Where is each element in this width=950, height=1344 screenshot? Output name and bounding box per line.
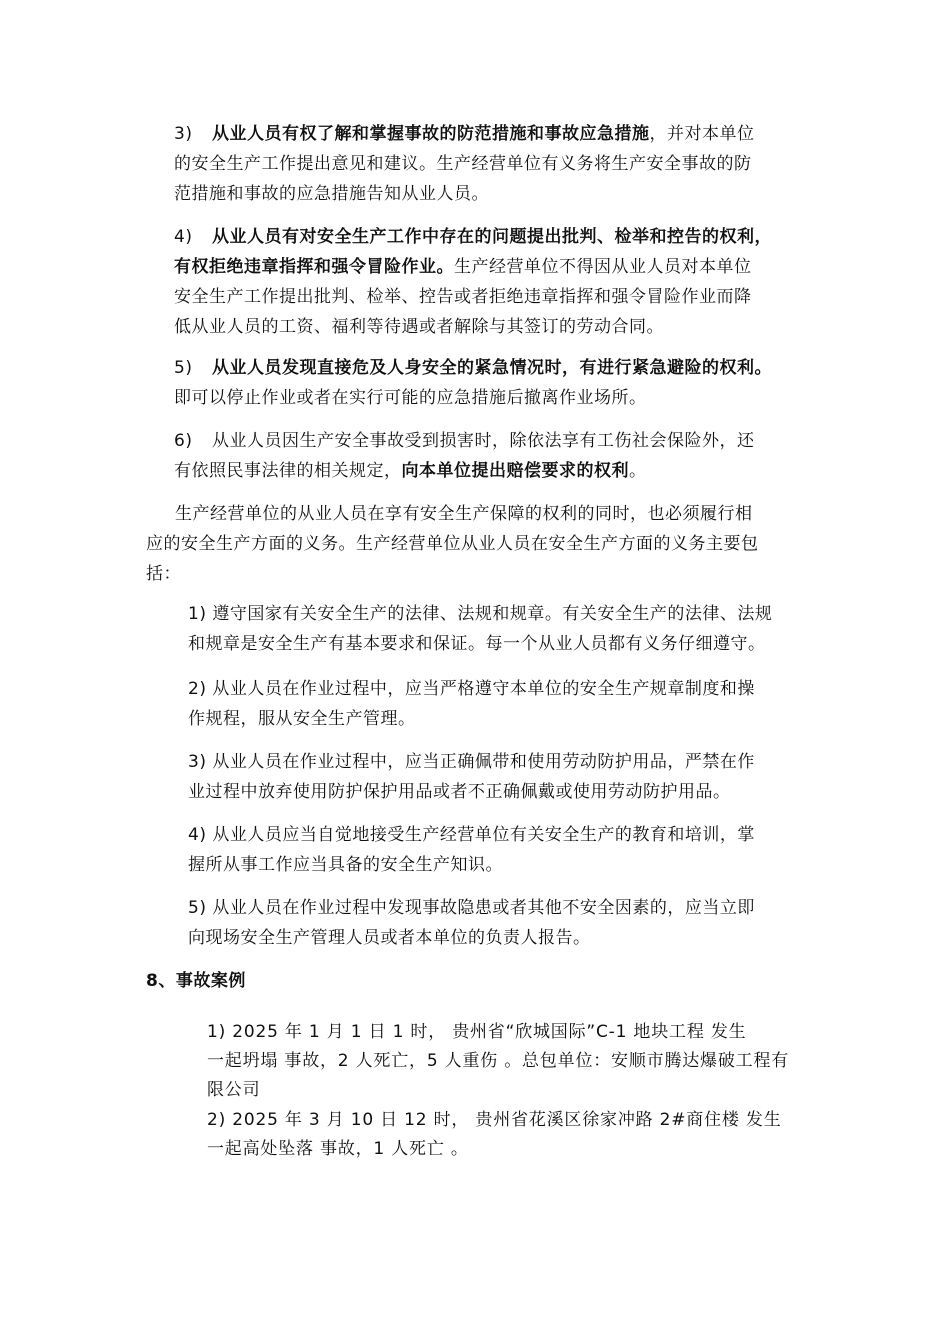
text-line: 括： bbox=[146, 564, 181, 584]
duty-item-1 bbox=[188, 599, 772, 659]
text-line: 的安全生产工作提出意见和建议。生产经营单位有义务将生产安全事故的防 bbox=[174, 154, 752, 174]
text-line: 一起坍塌 事故，2 人死亡，5 人重伤 。总包单位：安顺市腾达爆破工程有 bbox=[207, 1051, 790, 1071]
text-line: 一起高处坠落 事故，1 人死亡 。 bbox=[207, 1139, 469, 1159]
text-line: 4) 从业人员应当自觉地接受生产经营单位有关安全生产的教育和培训，掌 bbox=[188, 825, 755, 845]
text-line: 向现场安全生产管理人员或者本单位的负责人报告。 bbox=[188, 928, 591, 948]
text: 。 bbox=[629, 461, 647, 481]
text-line: 即可以停止作业或者在实行可能的应急措施后撤离作业场所。 bbox=[174, 388, 647, 408]
right-item-3 bbox=[174, 119, 755, 209]
bold-text: 从业人员有权了解和掌握事故的防范措施和事故应急措施 bbox=[212, 124, 650, 144]
bold-text: 从业人员有对安全生产工作中存在的问题提出批判、检举和控告的权利， bbox=[212, 227, 772, 247]
item-number: 3) bbox=[174, 124, 193, 144]
duty-item-4 bbox=[188, 820, 755, 880]
text-line: 生产经营单位的从业人员在享有安全生产保障的权利的同时，也必须履行相 bbox=[175, 504, 753, 524]
right-item-6 bbox=[174, 426, 755, 486]
text-line: 低从业人员的工资、福利等待遇或者解除与其签订的劳动合同。 bbox=[174, 317, 664, 337]
duty-item-2 bbox=[188, 674, 755, 734]
text-line: 安全生产工作提出批判、检举、控告或者拒绝违章指挥和强令冒险作业而降 bbox=[174, 287, 752, 307]
text: 从业人员因生产安全事故受到损害时，除依法享有工伤社会保险外，还 bbox=[212, 431, 755, 451]
text-line: 和规章是安全生产有基本要求和保证。每一个从业人员都有义务仔细遵守。 bbox=[188, 634, 766, 654]
duty-item-3 bbox=[188, 747, 755, 807]
right-item-4 bbox=[174, 222, 772, 342]
text-line: 作规程，服从安全生产管理。 bbox=[188, 709, 416, 729]
text-line: 限公司 bbox=[207, 1080, 261, 1100]
text-line: 3) 从业人员在作业过程中，应当正确佩带和使用劳动防护用品，严禁在作 bbox=[188, 752, 755, 772]
case-item-1 bbox=[207, 1018, 789, 1105]
text-line: 1) 遵守国家有关安全生产的法律、法规和规章。有关安全生产的法律、法规 bbox=[188, 604, 773, 624]
text-line: 2) 从业人员在作业过程中，应当严格遵守本单位的安全生产规章制度和操 bbox=[188, 679, 755, 699]
duty-item-5 bbox=[188, 893, 755, 953]
item-number: 6) bbox=[174, 431, 193, 451]
text: ，并对本单位 bbox=[649, 124, 755, 144]
text-line: 应的安全生产方面的义务。生产经营单位从业人员在安全生产方面的义务主要包 bbox=[146, 534, 759, 554]
text-line: 业过程中放弃使用防护保护用品或者不正确佩戴或使用劳动防护用品。 bbox=[188, 782, 731, 802]
item-number: 4) bbox=[174, 227, 193, 247]
text: 有依照民事法律的相关规定， bbox=[174, 461, 402, 481]
item-number: 5) bbox=[174, 358, 193, 378]
text: 生产经营单位不得因从业人员对本单位 bbox=[454, 257, 752, 277]
section-heading: 8、事故案例 bbox=[146, 971, 246, 991]
text-line: 1) 2025 年 1 月 1 日 1 时， 贵州省“欣城国际”C-1 地块工程 发生 bbox=[207, 1022, 747, 1042]
text-line: 握所从事工作应当具备的安全生产知识。 bbox=[188, 855, 503, 875]
text-line: 5) 从业人员在作业过程中发现事故隐患或者其他不安全因素的，应当立即 bbox=[188, 898, 755, 918]
text-line: 范措施和事故的应急措施告知从业人员。 bbox=[174, 184, 489, 204]
case-item-2 bbox=[207, 1106, 782, 1164]
right-item-5 bbox=[174, 353, 772, 413]
text-line: 2) 2025 年 3 月 10 日 12 时， 贵州省花溪区徐家冲路 2#商住楼 发生 bbox=[207, 1110, 782, 1130]
duties-intro bbox=[146, 499, 759, 589]
bold-text: 从业人员发现直接危及人身安全的紧急情况时，有进行紧急避险的权利。 bbox=[212, 358, 772, 378]
bold-text: 向本单位提出赔偿要求的权利 bbox=[401, 461, 629, 481]
bold-text: 有权拒绝违章指挥和强令冒险作业。 bbox=[174, 257, 454, 277]
